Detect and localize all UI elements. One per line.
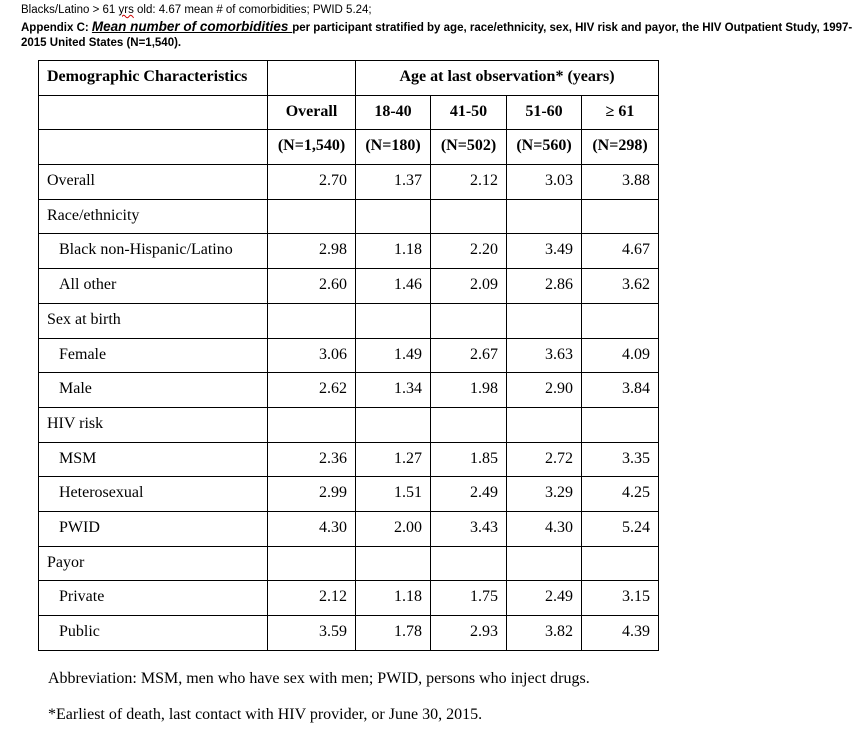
value-cell xyxy=(268,546,356,581)
header-row-1 xyxy=(39,61,659,96)
footnote-abbreviation: Abbreviation: MSM, men who have sex with men; PWID, persons who inject drugs. xyxy=(48,670,590,687)
value-cell: 2.09 xyxy=(431,269,507,304)
row-label: Heterosexual xyxy=(39,477,268,512)
value-cell xyxy=(507,303,582,338)
value-cell: 4.67 xyxy=(582,234,659,269)
value-cell: 4.39 xyxy=(582,616,659,651)
value-cell: 2.12 xyxy=(268,581,356,616)
table-row xyxy=(39,616,659,651)
value-cell xyxy=(507,407,582,442)
value-cell: 1.27 xyxy=(356,442,431,477)
caption-emphasis: Mean number of comorbidities xyxy=(91,19,293,34)
value-cell: 1.34 xyxy=(356,373,431,408)
value-cell xyxy=(356,407,431,442)
row-label: Male xyxy=(39,373,268,408)
value-cell: 1.75 xyxy=(431,581,507,616)
value-cell xyxy=(268,303,356,338)
value-cell xyxy=(582,199,659,234)
value-cell: 3.03 xyxy=(507,165,582,200)
value-cell: 2.20 xyxy=(431,234,507,269)
value-cell: 2.00 xyxy=(356,511,431,546)
table-row xyxy=(39,234,659,269)
row-label: Overall xyxy=(39,165,268,200)
value-cell: 2.36 xyxy=(268,442,356,477)
note-text-yrs: yrs xyxy=(118,4,134,16)
row-label: PWID xyxy=(39,511,268,546)
column-count: (N=1,540) xyxy=(268,130,356,165)
table-row xyxy=(39,477,659,512)
value-cell: 2.72 xyxy=(507,442,582,477)
value-cell xyxy=(268,199,356,234)
value-cell: 1.18 xyxy=(356,581,431,616)
value-cell: 3.59 xyxy=(268,616,356,651)
value-cell: 1.37 xyxy=(356,165,431,200)
table-body xyxy=(39,61,659,651)
row-label: Black non-Hispanic/Latino xyxy=(39,234,268,269)
table-row xyxy=(39,165,659,200)
value-cell: 1.49 xyxy=(356,338,431,373)
value-cell xyxy=(431,303,507,338)
value-cell: 3.06 xyxy=(268,338,356,373)
value-cell: 2.49 xyxy=(507,581,582,616)
value-cell: 3.63 xyxy=(507,338,582,373)
summary-note xyxy=(21,4,372,16)
table-row xyxy=(39,199,659,234)
column-header: 51-60 xyxy=(507,95,582,130)
column-count: (N=298) xyxy=(582,130,659,165)
table-row xyxy=(39,338,659,373)
value-cell: 1.18 xyxy=(356,234,431,269)
value-cell: 2.67 xyxy=(431,338,507,373)
value-cell: 2.12 xyxy=(431,165,507,200)
value-cell xyxy=(356,303,431,338)
table-row xyxy=(39,546,659,581)
caption-rest: per participant stratified by age, race/ethnicity, sex, HIV risk and payor, the HIV Outpatient Study, 1997-2015 United States (N=1,540). xyxy=(21,22,853,49)
value-cell: 5.24 xyxy=(582,511,659,546)
value-cell: 1.98 xyxy=(431,373,507,408)
value-cell: 2.70 xyxy=(268,165,356,200)
value-cell xyxy=(356,546,431,581)
header-row-2 xyxy=(39,95,659,130)
comorbidity-table xyxy=(38,60,659,651)
row-label: All other xyxy=(39,269,268,304)
column-header: Overall xyxy=(268,95,356,130)
value-cell: 2.62 xyxy=(268,373,356,408)
value-cell xyxy=(356,199,431,234)
row-label: Public xyxy=(39,616,268,651)
table-row xyxy=(39,511,659,546)
value-cell: 1.51 xyxy=(356,477,431,512)
value-cell: 3.43 xyxy=(431,511,507,546)
column-header: 41-50 xyxy=(431,95,507,130)
value-cell: 3.29 xyxy=(507,477,582,512)
value-cell xyxy=(268,407,356,442)
column-header: 18-40 xyxy=(356,95,431,130)
column-header: ≥ 61 xyxy=(582,95,659,130)
value-cell: 2.60 xyxy=(268,269,356,304)
table-row xyxy=(39,407,659,442)
value-cell: 2.98 xyxy=(268,234,356,269)
caption-prefix: Appendix C: xyxy=(21,22,92,34)
column-count: (N=180) xyxy=(356,130,431,165)
row-label: Private xyxy=(39,581,268,616)
value-cell: 2.99 xyxy=(268,477,356,512)
header-empty-cell xyxy=(39,130,268,165)
row-label: MSM xyxy=(39,442,268,477)
value-cell: 2.90 xyxy=(507,373,582,408)
value-cell: 3.15 xyxy=(582,581,659,616)
table-row xyxy=(39,269,659,304)
value-cell xyxy=(507,199,582,234)
value-cell: 3.84 xyxy=(582,373,659,408)
table-row xyxy=(39,581,659,616)
value-cell: 3.49 xyxy=(507,234,582,269)
column-count: (N=560) xyxy=(507,130,582,165)
note-text-end: old: 4.67 mean # of comorbidities; PWID 5.24; xyxy=(133,4,372,16)
value-cell: 2.86 xyxy=(507,269,582,304)
row-label: Payor xyxy=(39,546,268,581)
value-cell xyxy=(507,546,582,581)
table-caption xyxy=(21,19,861,51)
footnote-asterisk: *Earliest of death, last contact with HIV provider, or June 30, 2015. xyxy=(48,706,483,723)
table-row xyxy=(39,373,659,408)
row-label: Female xyxy=(39,338,268,373)
value-cell: 4.09 xyxy=(582,338,659,373)
value-cell xyxy=(431,199,507,234)
value-cell: 3.82 xyxy=(507,616,582,651)
row-label: Race/ethnicity xyxy=(39,199,268,234)
value-cell: 3.88 xyxy=(582,165,659,200)
value-cell: 2.49 xyxy=(431,477,507,512)
value-cell: 4.25 xyxy=(582,477,659,512)
column-count: (N=502) xyxy=(431,130,507,165)
value-cell xyxy=(431,407,507,442)
table-row xyxy=(39,303,659,338)
value-cell: 4.30 xyxy=(268,511,356,546)
value-cell xyxy=(582,303,659,338)
table-row xyxy=(39,442,659,477)
value-cell xyxy=(582,546,659,581)
value-cell: 1.85 xyxy=(431,442,507,477)
row-label: Sex at birth xyxy=(39,303,268,338)
value-cell xyxy=(431,546,507,581)
header-empty-cell xyxy=(39,95,268,130)
header-age-group: Age at last observation* (years) xyxy=(356,61,659,96)
value-cell: 1.46 xyxy=(356,269,431,304)
value-cell: 3.62 xyxy=(582,269,659,304)
header-empty-cell xyxy=(268,61,356,96)
value-cell: 4.30 xyxy=(507,511,582,546)
value-cell: 1.78 xyxy=(356,616,431,651)
header-row-3 xyxy=(39,130,659,165)
header-demographic-characteristics: Demographic Characteristics xyxy=(39,61,268,96)
value-cell: 2.93 xyxy=(431,616,507,651)
row-label: HIV risk xyxy=(39,407,268,442)
note-text-start: Blacks/Latino > 61 xyxy=(21,4,119,16)
value-cell: 3.35 xyxy=(582,442,659,477)
value-cell xyxy=(582,407,659,442)
